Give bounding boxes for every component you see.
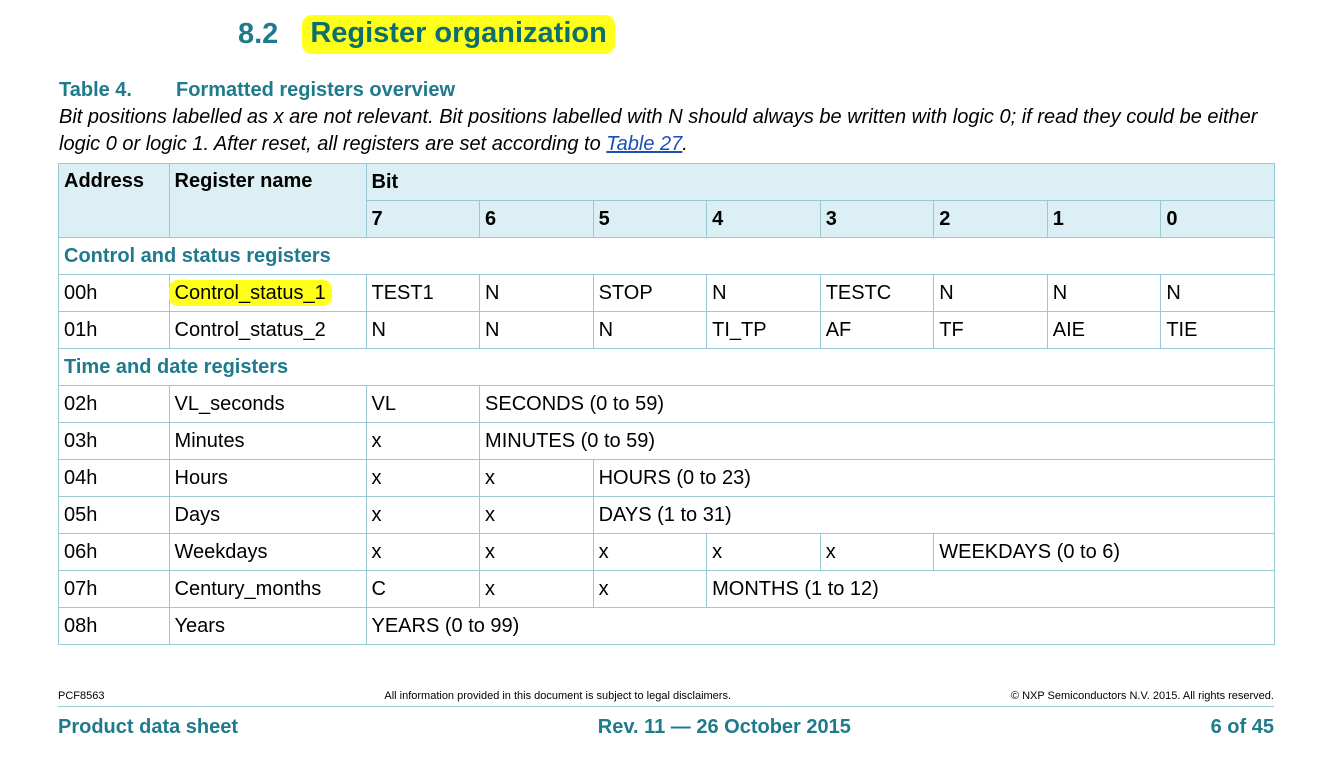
bit-cell: TI_TP <box>707 312 821 349</box>
field-cell: WEEKDAYS (0 to 6) <box>934 534 1275 571</box>
bit-cell: STOP <box>593 275 707 312</box>
header-row <box>59 164 1275 201</box>
register-name-highlight: Control_status_1 <box>169 280 332 306</box>
section-heading <box>238 12 615 56</box>
caption-label: Table 4. <box>59 79 132 101</box>
registers-table <box>58 163 1275 645</box>
header-register-name: Register name <box>169 164 366 238</box>
bit-6: 6 <box>480 201 594 238</box>
address-cell: 06h <box>59 534 170 571</box>
bit-1: 1 <box>1047 201 1161 238</box>
bit-cell: N <box>934 275 1048 312</box>
bit-cell: N <box>1047 275 1161 312</box>
caption-heading <box>59 78 1274 102</box>
bit-cell: x <box>593 571 707 608</box>
table-row <box>59 534 1275 571</box>
bit-cell: TESTC <box>820 275 934 312</box>
bit-cell: x <box>480 571 594 608</box>
address-cell: 01h <box>59 312 170 349</box>
footer-disclaimer: All information provided in this document is subject to legal disclaimers. <box>384 690 732 702</box>
bit-cell: x <box>480 534 594 571</box>
section-title: Register organization <box>302 15 615 54</box>
field-cell: HOURS (0 to 23) <box>593 460 1274 497</box>
table-27-link[interactable]: Table 27 <box>606 133 683 155</box>
footer-bottom-line <box>58 716 1274 739</box>
bit-cell: AF <box>820 312 934 349</box>
bit-7: 7 <box>366 201 480 238</box>
caption-note <box>59 104 1274 158</box>
footer-doc-type: Product data sheet <box>58 716 239 738</box>
address-cell: 05h <box>59 497 170 534</box>
bit-cell: x <box>480 497 594 534</box>
address-cell: 03h <box>59 423 170 460</box>
table-row <box>59 460 1275 497</box>
caption-note-text: Bit positions labelled as x are not relevant. Bit positions labelled with N should always be written with logic 0; if read they could be either logic 0 or logic 1. After reset, all registers are set according to <box>59 106 1258 155</box>
section-control-status: Control and status registers <box>59 238 1275 275</box>
table-row <box>59 497 1275 534</box>
register-name-cell: Minutes <box>169 423 366 460</box>
bit-cell: TEST1 <box>366 275 480 312</box>
bit-cell: x <box>366 534 480 571</box>
header-bit: Bit <box>366 164 1275 201</box>
section-time-date: Time and date registers <box>59 349 1275 386</box>
bit-cell: x <box>480 460 594 497</box>
header-address: Address <box>59 164 170 238</box>
table-row <box>59 386 1275 423</box>
field-cell: MINUTES (0 to 59) <box>480 423 1275 460</box>
caption-note-end: . <box>682 133 688 155</box>
register-name-cell: Control_status_2 <box>169 312 366 349</box>
footer-copyright: © NXP Semiconductors N.V. 2015. All rights reserved. <box>1010 690 1274 702</box>
table-row <box>59 608 1275 645</box>
address-cell: 02h <box>59 386 170 423</box>
field-cell: YEARS (0 to 99) <box>366 608 1275 645</box>
field-cell: DAYS (1 to 31) <box>593 497 1274 534</box>
bit-cell: x <box>593 534 707 571</box>
caption-title: Formatted registers overview <box>176 79 455 101</box>
bit-2: 2 <box>934 201 1048 238</box>
bit-cell: TF <box>934 312 1048 349</box>
footer-doc-id: PCF8563 <box>58 690 105 702</box>
bit-cell: N <box>593 312 707 349</box>
register-name-cell: Days <box>169 497 366 534</box>
bit-cell: VL <box>366 386 480 423</box>
bit-cell: N <box>480 275 594 312</box>
bit-cell: TIE <box>1161 312 1275 349</box>
bit-cell: AIE <box>1047 312 1161 349</box>
bit-cell: N <box>707 275 821 312</box>
field-cell: SECONDS (0 to 59) <box>480 386 1275 423</box>
bit-cell: N <box>1161 275 1275 312</box>
address-cell: 04h <box>59 460 170 497</box>
field-cell: MONTHS (1 to 12) <box>707 571 1275 608</box>
address-cell: 00h <box>59 275 170 312</box>
table-row <box>59 275 1275 312</box>
bit-cell: x <box>366 423 480 460</box>
section-row <box>59 349 1275 386</box>
register-name-cell: Years <box>169 608 366 645</box>
footer-divider <box>58 706 1274 707</box>
register-name-cell: Century_months <box>169 571 366 608</box>
bit-4: 4 <box>707 201 821 238</box>
address-cell: 08h <box>59 608 170 645</box>
bit-cell: x <box>366 460 480 497</box>
bit-3: 3 <box>820 201 934 238</box>
bit-cell: x <box>707 534 821 571</box>
register-name-cell: Weekdays <box>169 534 366 571</box>
bit-cell: N <box>480 312 594 349</box>
footer-page-number: 6 of 45 <box>1210 716 1274 738</box>
table-row <box>59 423 1275 460</box>
footer-revision: Rev. 11 — 26 October 2015 <box>597 716 851 738</box>
register-name-cell: Hours <box>169 460 366 497</box>
section-row <box>59 238 1275 275</box>
bit-cell: N <box>366 312 480 349</box>
bit-0: 0 <box>1161 201 1275 238</box>
address-cell: 07h <box>59 571 170 608</box>
table-caption <box>59 78 1274 158</box>
bit-cell: C <box>366 571 480 608</box>
section-number: 8.2 <box>238 17 279 50</box>
table-row <box>59 571 1275 608</box>
register-name-cell: VL_seconds <box>169 386 366 423</box>
bit-cell: x <box>366 497 480 534</box>
footer-top-line <box>58 690 1274 702</box>
register-name-cell <box>169 275 366 312</box>
bit-cell: x <box>820 534 934 571</box>
table-row <box>59 312 1275 349</box>
bit-5: 5 <box>593 201 707 238</box>
